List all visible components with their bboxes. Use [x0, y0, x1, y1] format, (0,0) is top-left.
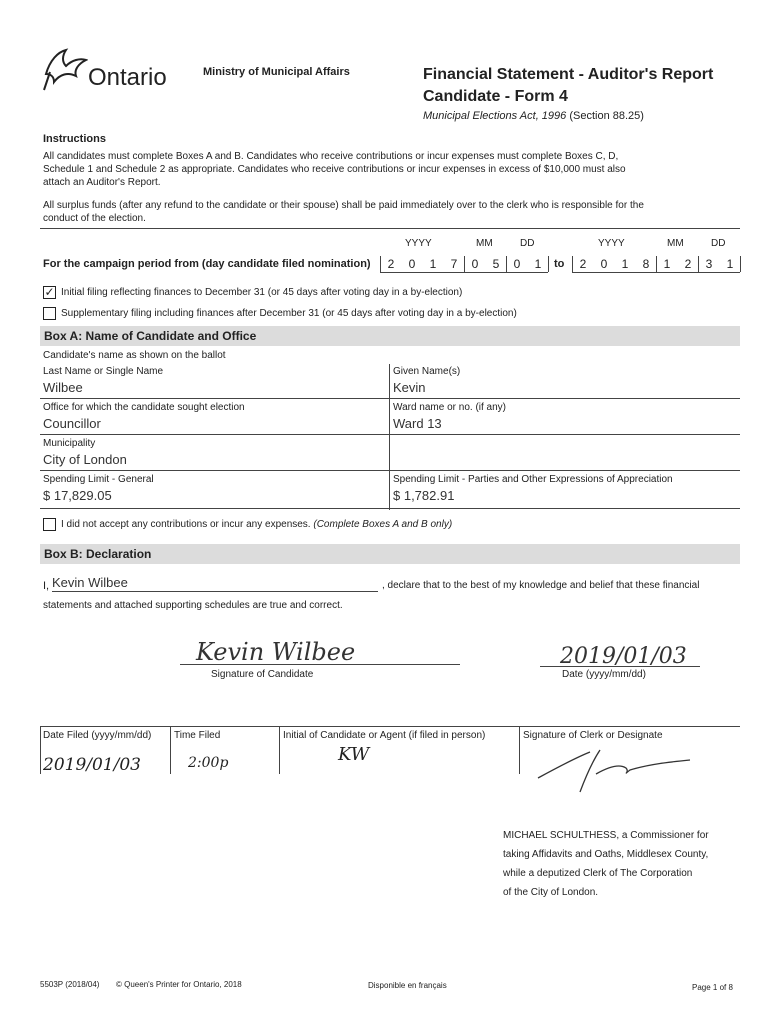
- to-digit: 3: [705, 257, 713, 271]
- footer-form-number: 5503P (2018/04): [40, 980, 100, 989]
- from-digit: 0: [408, 257, 416, 271]
- clerk-signature-scribble: [530, 746, 700, 796]
- from-digit: 2: [387, 257, 395, 271]
- last-name-field[interactable]: Wilbee: [43, 380, 83, 395]
- ward-field[interactable]: Ward 13: [393, 416, 442, 431]
- initial-filing-label: Initial filing reflecting finances to December 31 (or 45 days after voting day in a by-election): [61, 287, 463, 298]
- candidate-signature: Kevin Wilbee: [196, 638, 356, 666]
- given-name-label: Given Name(s): [393, 366, 461, 377]
- period-mm-label-2: MM: [667, 238, 684, 249]
- office-field[interactable]: Councillor: [43, 416, 101, 431]
- from-digit: 5: [492, 257, 500, 271]
- time-filed-field[interactable]: 2:00p: [188, 755, 229, 771]
- period-yyyy-label-2: YYYY: [598, 238, 625, 249]
- period-label: For the campaign period from (day candidate filed nomination): [43, 258, 371, 270]
- spending-limit-general-field[interactable]: $ 17,829.05: [43, 488, 112, 503]
- act-name: Municipal Elections Act, 1996: [423, 110, 567, 122]
- date-label: Date (yyyy/mm/dd): [562, 669, 646, 680]
- from-digit: 0: [471, 257, 479, 271]
- to-digit: 2: [579, 257, 587, 271]
- logo-text: Ontario: [88, 64, 167, 91]
- form-title: Financial Statement - Auditor's Report: [423, 66, 714, 83]
- act-reference: [423, 110, 644, 122]
- footer-page-number: Page 1 of 8: [692, 983, 733, 992]
- given-name-field[interactable]: Kevin: [393, 380, 426, 395]
- office-label: Office for which the candidate sought election: [43, 402, 245, 413]
- period-from-field[interactable]: [380, 252, 548, 272]
- period-yyyy-label: YYYY: [405, 238, 432, 249]
- no-contributions-checkbox[interactable]: [43, 518, 56, 531]
- time-filed-label: Time Filed: [174, 730, 221, 741]
- declaration-text-2: statements and attached supporting schedules are true and correct.: [43, 600, 343, 611]
- date-filed-field[interactable]: 2019/01/03: [43, 755, 141, 775]
- from-digit: 1: [534, 257, 542, 271]
- spending-limit-general-label: Spending Limit - General: [43, 474, 154, 485]
- box-b-header: Box B: Declaration: [40, 544, 740, 564]
- from-digit: 1: [429, 257, 437, 271]
- period-dd-label-2: DD: [711, 238, 726, 249]
- footer-french: Disponible en français: [368, 981, 447, 990]
- supplementary-filing-checkbox[interactable]: [43, 307, 56, 320]
- instructions-heading: Instructions: [43, 133, 106, 145]
- ward-label: Ward name or no. (if any): [393, 402, 507, 413]
- from-digit: 7: [450, 257, 458, 271]
- period-to-field[interactable]: [572, 252, 740, 272]
- surplus-line-1: All surplus funds (after any refund to the candidate or their spouse) shall be paid immediately over to the clerk who is responsible for the: [43, 200, 644, 211]
- declaration-text-1: , declare that to the best of my knowledge and belief that these financial: [382, 580, 700, 591]
- no-contributions-note: (Complete Boxes A and B only): [313, 519, 453, 530]
- from-digit: 0: [513, 257, 521, 271]
- stamp-line-4: of the City of London.: [503, 887, 599, 898]
- candidate-name-label: Candidate's name as shown on the ballot: [43, 350, 226, 361]
- ministry-name: Ministry of Municipal Affairs: [203, 66, 350, 78]
- agent-initial-field[interactable]: KW: [338, 744, 370, 765]
- to-digit: 1: [726, 257, 734, 271]
- period-dd-label: DD: [520, 238, 535, 249]
- instructions-line-1: All candidates must complete Boxes A and B. Candidates who receive contributions or incur expenses must complete Boxes C, D,: [43, 151, 619, 162]
- municipality-label: Municipality: [43, 438, 96, 449]
- footer-copyright: © Queen's Printer for Ontario, 2018: [116, 980, 242, 989]
- stamp-line-2: taking Affidavits and Oaths, Middlesex County,: [503, 849, 709, 860]
- signature-label: Signature of Candidate: [211, 669, 314, 680]
- stamp-line-3: while a deputized Clerk of The Corporation: [503, 868, 693, 879]
- period-mm-label: MM: [476, 238, 493, 249]
- instructions-line-2: Schedule 1 and Schedule 2 as appropriate. Candidates who receive contributions or incur expenses in excess of $10,000 must also: [43, 164, 626, 175]
- to-digit: 2: [684, 257, 692, 271]
- act-section: (Section 88.25): [569, 110, 644, 122]
- instructions-line-3: attach an Auditor's Report.: [43, 177, 161, 188]
- surplus-line-2: conduct of the election.: [43, 213, 146, 224]
- to-digit: 0: [600, 257, 608, 271]
- form-subtitle: Candidate - Form 4: [423, 88, 568, 105]
- last-name-label: Last Name or Single Name: [43, 366, 164, 377]
- supplementary-filing-label: Supplementary filing including finances after December 31 (or 45 days after voting day in a by-election): [61, 308, 517, 319]
- period-to-label: to: [554, 258, 565, 270]
- date-filed-label: Date Filed (yyyy/mm/dd): [43, 730, 152, 741]
- to-digit: 8: [642, 257, 650, 271]
- box-a-header: Box A: Name of Candidate and Office: [40, 326, 740, 346]
- no-contributions-text: I did not accept any contributions or incur any expenses.: [61, 519, 311, 530]
- stamp-line-1: MICHAEL SCHULTHESS, a Commissioner for: [503, 830, 709, 841]
- to-digit: 1: [621, 257, 629, 271]
- declaration-date-field[interactable]: 2019/01/03: [560, 644, 687, 669]
- ontario-trillium-logo-icon: [40, 46, 88, 92]
- spending-limit-parties-field[interactable]: $ 1,782.91: [393, 488, 455, 503]
- municipality-field[interactable]: City of London: [43, 452, 127, 467]
- to-digit: 1: [663, 257, 671, 271]
- declaration-i: I,: [43, 580, 50, 592]
- spending-limit-parties-label: Spending Limit - Parties and Other Expressions of Appreciation: [393, 474, 673, 485]
- clerk-signature-label: Signature of Clerk or Designate: [523, 730, 663, 741]
- no-contributions-label: [61, 519, 452, 530]
- declaration-name-field[interactable]: Kevin Wilbee: [52, 575, 128, 590]
- agent-initial-label: Initial of Candidate or Agent (if filed in person): [283, 730, 486, 741]
- initial-filing-checkbox[interactable]: ✓: [44, 285, 55, 299]
